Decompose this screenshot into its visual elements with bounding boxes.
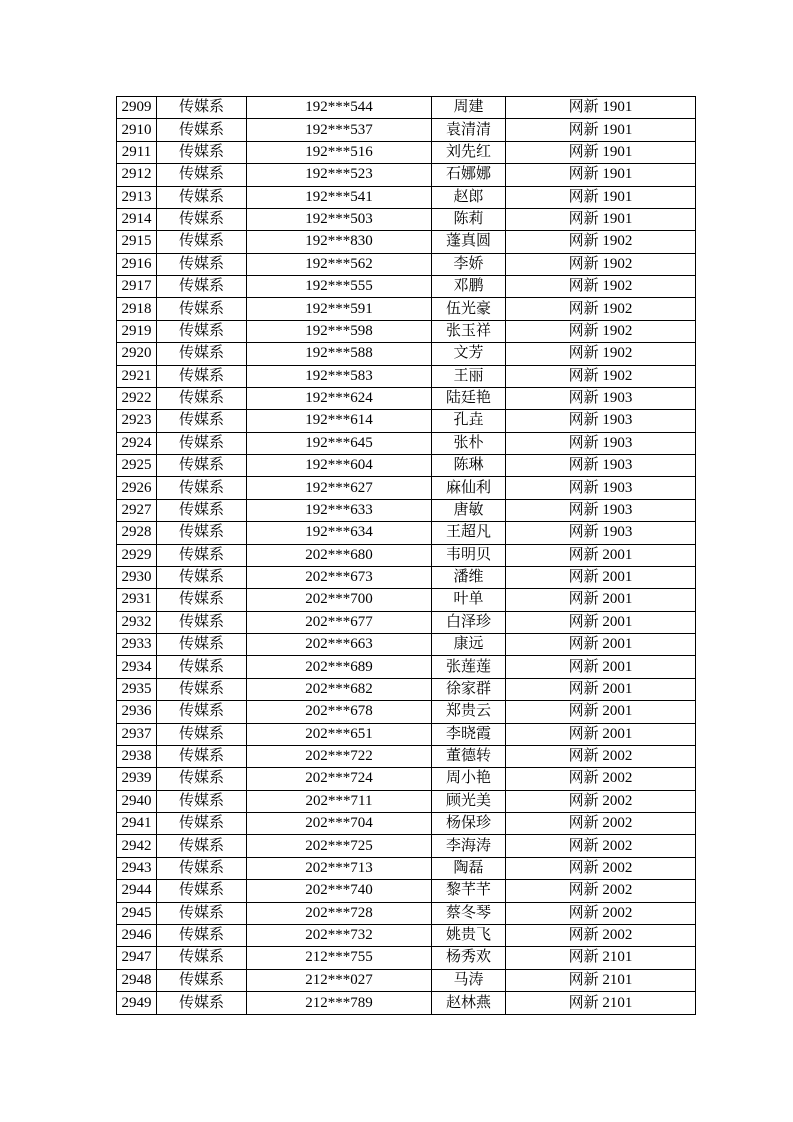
- cell-index: 2917: [117, 276, 157, 298]
- table-row: [117, 208, 696, 230]
- cell-class: 网新 2002: [506, 835, 696, 857]
- table-row: [117, 477, 696, 499]
- cell-department: 传媒系: [157, 902, 247, 924]
- cell-student-id: 192***523: [247, 164, 432, 186]
- cell-index: 2919: [117, 320, 157, 342]
- cell-department: 传媒系: [157, 589, 247, 611]
- cell-student-id: 192***544: [247, 97, 432, 119]
- cell-name: 姚贵飞: [432, 924, 506, 946]
- cell-index: 2949: [117, 992, 157, 1015]
- cell-department: 传媒系: [157, 455, 247, 477]
- cell-name: 李晓霞: [432, 723, 506, 745]
- cell-name: 麻仙利: [432, 477, 506, 499]
- cell-class: 网新 2001: [506, 589, 696, 611]
- cell-student-id: 212***027: [247, 969, 432, 991]
- cell-index: 2931: [117, 589, 157, 611]
- cell-class: 网新 2001: [506, 544, 696, 566]
- cell-index: 2929: [117, 544, 157, 566]
- cell-name: 孔垚: [432, 410, 506, 432]
- cell-department: 传媒系: [157, 387, 247, 409]
- table-row: [117, 768, 696, 790]
- cell-class: 网新 1902: [506, 320, 696, 342]
- cell-department: 传媒系: [157, 745, 247, 767]
- cell-student-id: 212***789: [247, 992, 432, 1015]
- table-row: [117, 432, 696, 454]
- cell-index: 2926: [117, 477, 157, 499]
- cell-student-id: 202***673: [247, 566, 432, 588]
- table-row: [117, 455, 696, 477]
- cell-student-id: 192***503: [247, 208, 432, 230]
- table-row: [117, 253, 696, 275]
- cell-student-id: 192***537: [247, 119, 432, 141]
- cell-index: 2944: [117, 880, 157, 902]
- cell-index: 2934: [117, 656, 157, 678]
- cell-index: 2915: [117, 231, 157, 253]
- cell-index: 2922: [117, 387, 157, 409]
- cell-class: 网新 1903: [506, 455, 696, 477]
- table-row: [117, 97, 696, 119]
- cell-department: 传媒系: [157, 164, 247, 186]
- cell-department: 传媒系: [157, 253, 247, 275]
- cell-class: 网新 1901: [506, 141, 696, 163]
- cell-class: 网新 1901: [506, 119, 696, 141]
- cell-name: 邓鹏: [432, 276, 506, 298]
- cell-department: 传媒系: [157, 857, 247, 879]
- cell-name: 董德转: [432, 745, 506, 767]
- cell-student-id: 202***728: [247, 902, 432, 924]
- cell-student-id: 192***614: [247, 410, 432, 432]
- cell-student-id: 192***598: [247, 320, 432, 342]
- table-row: [117, 701, 696, 723]
- cell-class: 网新 1903: [506, 477, 696, 499]
- cell-index: 2945: [117, 902, 157, 924]
- table-row: [117, 544, 696, 566]
- table-row: [117, 790, 696, 812]
- cell-department: 传媒系: [157, 477, 247, 499]
- cell-name: 张莲莲: [432, 656, 506, 678]
- table-row: [117, 298, 696, 320]
- cell-index: 2910: [117, 119, 157, 141]
- cell-department: 传媒系: [157, 522, 247, 544]
- cell-class: 网新 1902: [506, 298, 696, 320]
- cell-index: 2928: [117, 522, 157, 544]
- table-row: [117, 969, 696, 991]
- cell-department: 传媒系: [157, 141, 247, 163]
- cell-name: 赵林燕: [432, 992, 506, 1015]
- cell-index: 2946: [117, 924, 157, 946]
- cell-class: 网新 1903: [506, 432, 696, 454]
- table-row: [117, 365, 696, 387]
- cell-department: 传媒系: [157, 678, 247, 700]
- cell-department: 传媒系: [157, 611, 247, 633]
- cell-class: 网新 2101: [506, 969, 696, 991]
- table-row: [117, 678, 696, 700]
- cell-index: 2943: [117, 857, 157, 879]
- table-row: [117, 902, 696, 924]
- cell-student-id: 192***583: [247, 365, 432, 387]
- cell-department: 传媒系: [157, 992, 247, 1015]
- cell-student-id: 202***732: [247, 924, 432, 946]
- table-row: [117, 231, 696, 253]
- cell-student-id: 202***740: [247, 880, 432, 902]
- cell-student-id: 192***645: [247, 432, 432, 454]
- cell-name: 周小艳: [432, 768, 506, 790]
- cell-index: 2930: [117, 566, 157, 588]
- cell-department: 传媒系: [157, 701, 247, 723]
- cell-department: 传媒系: [157, 231, 247, 253]
- cell-index: 2923: [117, 410, 157, 432]
- cell-name: 康远: [432, 634, 506, 656]
- cell-index: 2927: [117, 499, 157, 521]
- cell-index: 2925: [117, 455, 157, 477]
- cell-student-id: 202***711: [247, 790, 432, 812]
- cell-department: 传媒系: [157, 432, 247, 454]
- cell-name: 袁清清: [432, 119, 506, 141]
- cell-student-id: 202***713: [247, 857, 432, 879]
- table-row: [117, 813, 696, 835]
- cell-class: 网新 2002: [506, 857, 696, 879]
- cell-index: 2914: [117, 208, 157, 230]
- cell-name: 韦明贝: [432, 544, 506, 566]
- cell-index: 2912: [117, 164, 157, 186]
- cell-student-id: 212***755: [247, 947, 432, 969]
- cell-class: 网新 1902: [506, 343, 696, 365]
- cell-index: 2947: [117, 947, 157, 969]
- table-row: [117, 164, 696, 186]
- cell-department: 传媒系: [157, 97, 247, 119]
- cell-department: 传媒系: [157, 768, 247, 790]
- table-row: [117, 723, 696, 745]
- cell-department: 传媒系: [157, 365, 247, 387]
- cell-index: 2932: [117, 611, 157, 633]
- cell-class: 网新 2001: [506, 566, 696, 588]
- cell-index: 2948: [117, 969, 157, 991]
- cell-class: 网新 2002: [506, 880, 696, 902]
- cell-name: 陶磊: [432, 857, 506, 879]
- cell-department: 传媒系: [157, 320, 247, 342]
- cell-class: 网新 2002: [506, 768, 696, 790]
- cell-index: 2942: [117, 835, 157, 857]
- cell-department: 传媒系: [157, 499, 247, 521]
- table-row: [117, 835, 696, 857]
- table-row: [117, 857, 696, 879]
- cell-class: 网新 2001: [506, 656, 696, 678]
- cell-name: 刘先红: [432, 141, 506, 163]
- cell-class: 网新 2001: [506, 611, 696, 633]
- cell-student-id: 192***627: [247, 477, 432, 499]
- cell-department: 传媒系: [157, 410, 247, 432]
- cell-name: 杨秀欢: [432, 947, 506, 969]
- cell-department: 传媒系: [157, 813, 247, 835]
- table-row: [117, 634, 696, 656]
- cell-index: 2921: [117, 365, 157, 387]
- cell-index: 2935: [117, 678, 157, 700]
- cell-class: 网新 2001: [506, 701, 696, 723]
- cell-student-id: 202***663: [247, 634, 432, 656]
- cell-student-id: 202***725: [247, 835, 432, 857]
- cell-class: 网新 1901: [506, 186, 696, 208]
- cell-class: 网新 2002: [506, 790, 696, 812]
- cell-name: 赵郎: [432, 186, 506, 208]
- student-roster-table: [116, 96, 696, 1015]
- cell-department: 传媒系: [157, 298, 247, 320]
- cell-department: 传媒系: [157, 947, 247, 969]
- cell-name: 张朴: [432, 432, 506, 454]
- cell-department: 传媒系: [157, 276, 247, 298]
- cell-department: 传媒系: [157, 723, 247, 745]
- cell-class: 网新 2001: [506, 678, 696, 700]
- cell-department: 传媒系: [157, 924, 247, 946]
- cell-class: 网新 1902: [506, 365, 696, 387]
- cell-index: 2936: [117, 701, 157, 723]
- cell-student-id: 192***830: [247, 231, 432, 253]
- cell-student-id: 192***562: [247, 253, 432, 275]
- cell-class: 网新 2002: [506, 813, 696, 835]
- cell-student-id: 202***700: [247, 589, 432, 611]
- cell-name: 王超凡: [432, 522, 506, 544]
- cell-name: 李海涛: [432, 835, 506, 857]
- table-row: [117, 141, 696, 163]
- table-row: [117, 745, 696, 767]
- cell-name: 文芳: [432, 343, 506, 365]
- cell-department: 传媒系: [157, 656, 247, 678]
- cell-student-id: 202***682: [247, 678, 432, 700]
- cell-index: 2940: [117, 790, 157, 812]
- cell-name: 石娜娜: [432, 164, 506, 186]
- cell-class: 网新 1903: [506, 522, 696, 544]
- cell-student-id: 192***588: [247, 343, 432, 365]
- student-table-body: [117, 97, 696, 1015]
- table-row: [117, 656, 696, 678]
- cell-department: 传媒系: [157, 544, 247, 566]
- cell-class: 网新 1903: [506, 410, 696, 432]
- cell-name: 陈琳: [432, 455, 506, 477]
- table-row: [117, 186, 696, 208]
- table-row: [117, 992, 696, 1015]
- cell-student-id: 202***704: [247, 813, 432, 835]
- cell-department: 传媒系: [157, 119, 247, 141]
- cell-class: 网新 1903: [506, 499, 696, 521]
- cell-index: 2909: [117, 97, 157, 119]
- cell-student-id: 192***555: [247, 276, 432, 298]
- cell-student-id: 192***634: [247, 522, 432, 544]
- cell-student-id: 202***689: [247, 656, 432, 678]
- cell-class: 网新 1903: [506, 387, 696, 409]
- cell-class: 网新 1902: [506, 253, 696, 275]
- cell-department: 传媒系: [157, 343, 247, 365]
- cell-index: 2938: [117, 745, 157, 767]
- cell-student-id: 192***516: [247, 141, 432, 163]
- table-row: [117, 924, 696, 946]
- cell-department: 传媒系: [157, 835, 247, 857]
- cell-department: 传媒系: [157, 634, 247, 656]
- cell-department: 传媒系: [157, 880, 247, 902]
- cell-name: 伍光豪: [432, 298, 506, 320]
- cell-name: 白泽珍: [432, 611, 506, 633]
- cell-index: 2916: [117, 253, 157, 275]
- table-row: [117, 276, 696, 298]
- cell-index: 2920: [117, 343, 157, 365]
- cell-class: 网新 2002: [506, 745, 696, 767]
- cell-name: 徐家群: [432, 678, 506, 700]
- cell-index: 2941: [117, 813, 157, 835]
- cell-student-id: 192***604: [247, 455, 432, 477]
- table-row: [117, 566, 696, 588]
- cell-name: 周建: [432, 97, 506, 119]
- cell-name: 马涛: [432, 969, 506, 991]
- cell-index: 2933: [117, 634, 157, 656]
- cell-department: 传媒系: [157, 790, 247, 812]
- cell-student-id: 192***633: [247, 499, 432, 521]
- cell-name: 李娇: [432, 253, 506, 275]
- cell-class: 网新 2101: [506, 992, 696, 1015]
- cell-student-id: 202***651: [247, 723, 432, 745]
- cell-name: 蓬真圆: [432, 231, 506, 253]
- table-row: [117, 499, 696, 521]
- cell-name: 唐敏: [432, 499, 506, 521]
- table-row: [117, 320, 696, 342]
- cell-name: 王丽: [432, 365, 506, 387]
- cell-class: 网新 1901: [506, 164, 696, 186]
- table-row: [117, 611, 696, 633]
- cell-class: 网新 2101: [506, 947, 696, 969]
- cell-student-id: 202***680: [247, 544, 432, 566]
- cell-department: 传媒系: [157, 208, 247, 230]
- cell-student-id: 202***678: [247, 701, 432, 723]
- cell-class: 网新 1901: [506, 97, 696, 119]
- cell-department: 传媒系: [157, 186, 247, 208]
- cell-index: 2913: [117, 186, 157, 208]
- cell-student-id: 192***591: [247, 298, 432, 320]
- table-row: [117, 119, 696, 141]
- table-row: [117, 880, 696, 902]
- table-row: [117, 589, 696, 611]
- cell-student-id: 192***541: [247, 186, 432, 208]
- table-row: [117, 410, 696, 432]
- cell-student-id: 202***724: [247, 768, 432, 790]
- table-row: [117, 343, 696, 365]
- cell-department: 传媒系: [157, 566, 247, 588]
- cell-name: 顾光美: [432, 790, 506, 812]
- cell-index: 2937: [117, 723, 157, 745]
- cell-name: 潘维: [432, 566, 506, 588]
- cell-student-id: 202***677: [247, 611, 432, 633]
- cell-name: 杨保珍: [432, 813, 506, 835]
- cell-class: 网新 1901: [506, 208, 696, 230]
- cell-name: 郑贵云: [432, 701, 506, 723]
- cell-student-id: 202***722: [247, 745, 432, 767]
- cell-name: 张玉祥: [432, 320, 506, 342]
- cell-name: 叶单: [432, 589, 506, 611]
- cell-class: 网新 2001: [506, 723, 696, 745]
- table-row: [117, 947, 696, 969]
- cell-class: 网新 2002: [506, 902, 696, 924]
- table-row: [117, 522, 696, 544]
- cell-name: 陈莉: [432, 208, 506, 230]
- cell-index: 2918: [117, 298, 157, 320]
- cell-name: 黎芊芊: [432, 880, 506, 902]
- cell-index: 2939: [117, 768, 157, 790]
- table-row: [117, 387, 696, 409]
- cell-index: 2924: [117, 432, 157, 454]
- cell-department: 传媒系: [157, 969, 247, 991]
- cell-name: 陆廷艳: [432, 387, 506, 409]
- cell-class: 网新 2002: [506, 924, 696, 946]
- cell-student-id: 192***624: [247, 387, 432, 409]
- cell-name: 蔡冬琴: [432, 902, 506, 924]
- cell-class: 网新 1902: [506, 231, 696, 253]
- cell-index: 2911: [117, 141, 157, 163]
- cell-class: 网新 1902: [506, 276, 696, 298]
- cell-class: 网新 2001: [506, 634, 696, 656]
